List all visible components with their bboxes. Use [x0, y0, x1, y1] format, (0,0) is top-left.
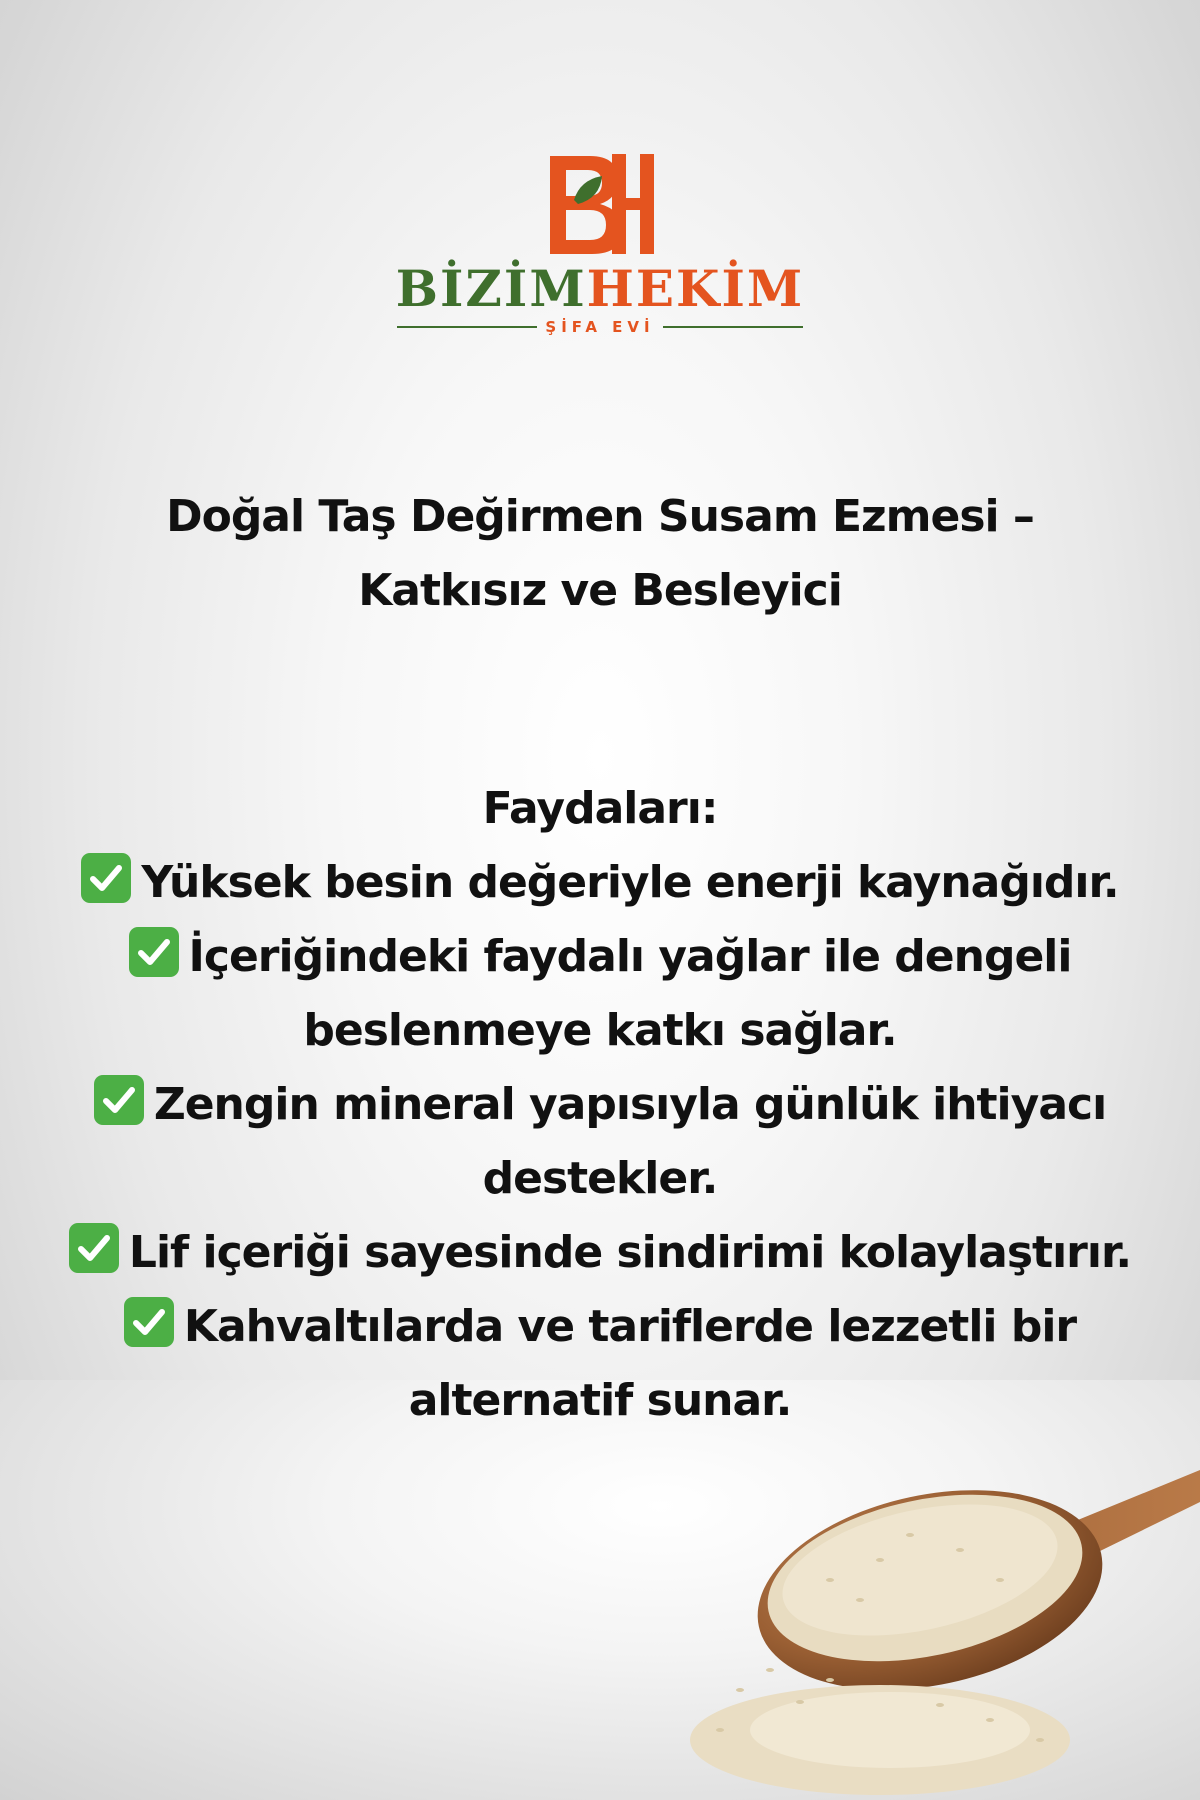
- sesame-spoon-image: [680, 1440, 1200, 1800]
- benefit-item: [50, 1068, 1150, 1216]
- check-mark-button-icon: [81, 853, 131, 903]
- benefit-text: İçeriğindeki faydalı yağlar ile dengeli beslenmeye katkı sağlar.: [188, 931, 1072, 1056]
- product-title: Doğal Taş Değirmen Susam Ezmesi – Katkısız ve Besleyici: [166, 491, 1034, 616]
- brand-name-part1: BİZİM: [395, 259, 587, 318]
- benefit-item: [50, 1216, 1150, 1290]
- brand-tagline: ŞİFA EVİ: [545, 318, 655, 336]
- check-mark-button-icon: [124, 1297, 174, 1347]
- check-mark-button-icon: [69, 1223, 119, 1273]
- check-mark-button-icon: [94, 1075, 144, 1125]
- tagline-divider-right: [663, 326, 803, 328]
- benefit-text: Kahvaltılarda ve tariflerde lezzetli bir alternatif sunar.: [183, 1301, 1077, 1426]
- brand-tagline-row: [397, 318, 802, 336]
- brand-logo: [0, 150, 1200, 336]
- tagline-divider-left: [397, 326, 537, 328]
- benefit-text: Lif içeriği sayesinde sindirimi kolaylaştırır.: [128, 1227, 1132, 1278]
- benefit-text: Zengin mineral yapısıyla günlük ihtiyacı destekler.: [153, 1079, 1107, 1204]
- benefit-text: Yüksek besin değeriyle enerji kaynağıdır.: [141, 857, 1119, 908]
- check-mark-button-icon: [129, 927, 179, 977]
- benefit-item: [50, 846, 1150, 920]
- benefits-section: [50, 772, 1150, 1438]
- benefit-item: [50, 920, 1150, 1068]
- brand-name-part2: HEKİM: [586, 259, 805, 318]
- brand-name: [395, 259, 805, 318]
- bh-leaf-logo-icon: [540, 150, 660, 260]
- benefit-item: [50, 1290, 1150, 1438]
- benefits-heading: Faydaları:: [482, 783, 718, 834]
